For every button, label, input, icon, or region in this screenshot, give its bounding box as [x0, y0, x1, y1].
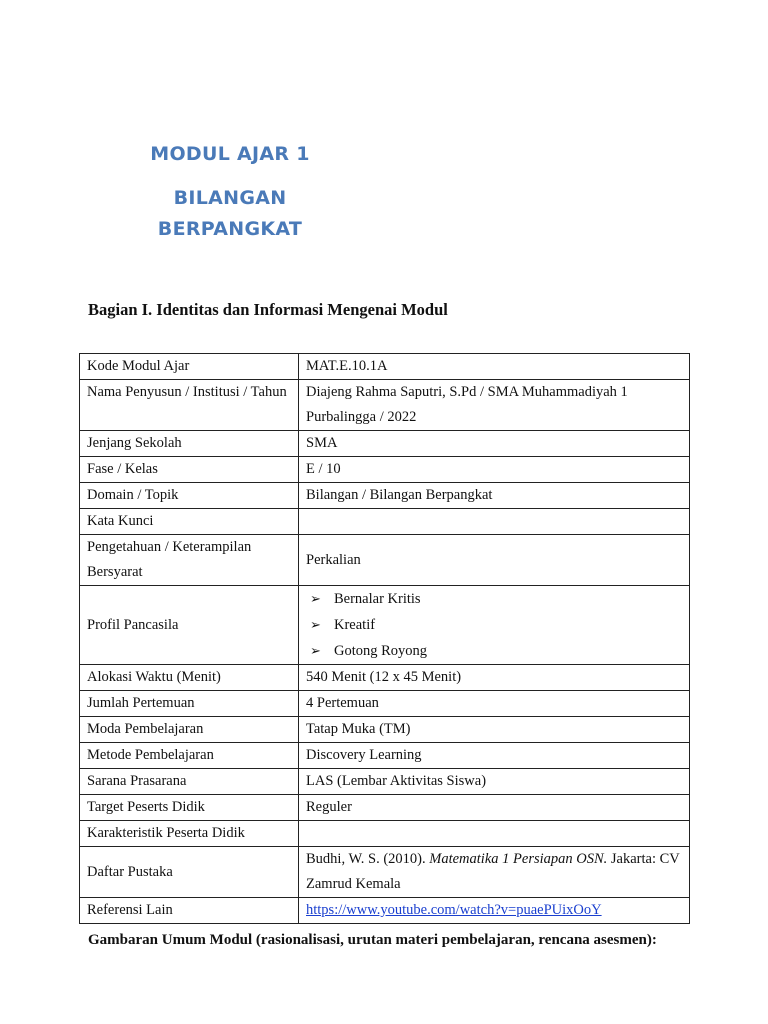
row-value: Discovery Learning — [299, 743, 690, 769]
module-topic-line2: BERPANGKAT — [157, 218, 303, 240]
row-label: Domain / Topik — [80, 483, 299, 509]
row-value — [299, 898, 690, 924]
section-heading: Bagian I. Identitas dan Informasi Mengenai Modul — [88, 300, 448, 319]
citation-author: Budhi, W. S. (2010). — [306, 851, 430, 867]
row-value: SMA — [299, 431, 690, 457]
list-item: ➢ Kreatif — [310, 612, 682, 638]
module-identity-table — [79, 353, 690, 924]
row-label: Daftar Pustaka — [80, 847, 299, 898]
row-label: Moda Pembelajaran — [80, 717, 299, 743]
row-value: Tatap Muka (TM) — [299, 717, 690, 743]
row-label: Nama Penyusun / Institusi / Tahun — [80, 380, 299, 431]
row-value: E / 10 — [299, 457, 690, 483]
row-label: Jenjang Sekolah — [80, 431, 299, 457]
module-topic-line1: BILANGAN — [173, 187, 287, 209]
table-row — [80, 795, 690, 821]
table-row — [80, 535, 690, 586]
row-label: Referensi Lain — [80, 898, 299, 924]
table-row — [80, 354, 690, 380]
citation-title: Matematika 1 Persiapan OSN. — [429, 851, 608, 867]
table-row — [80, 898, 690, 924]
arrow-bullet-icon: ➢ — [310, 591, 321, 606]
table-row — [80, 717, 690, 743]
table-row — [80, 691, 690, 717]
row-label: Target Peserts Didik — [80, 795, 299, 821]
row-label: Pengetahuan / Keterampilan Bersyarat — [80, 535, 299, 586]
row-value: Bilangan / Bilangan Berpangkat — [299, 483, 690, 509]
row-value: Perkalian — [299, 535, 690, 586]
table-row — [80, 431, 690, 457]
table-row — [80, 743, 690, 769]
profil-pancasila-list — [306, 586, 682, 664]
table-row — [80, 665, 690, 691]
arrow-bullet-icon: ➢ — [310, 643, 321, 658]
row-label: Metode Pembelajaran — [80, 743, 299, 769]
row-label: Jumlah Pertemuan — [80, 691, 299, 717]
reference-link[interactable]: https://www.youtube.com/watch?v=puaePUixOoY — [306, 902, 602, 918]
module-title: MODUL AJAR 1 — [150, 143, 310, 165]
row-label: Alokasi Waktu (Menit) — [80, 665, 299, 691]
row-value: MAT.E.10.1A — [299, 354, 690, 380]
summary-heading: Gambaran Umum Modul (rasionalisasi, urutan materi pembelajaran, rencana asesmen): — [88, 932, 657, 948]
citation-publisher: Jakarta: CV Zamrud Kemala — [306, 851, 680, 892]
row-label: Sarana Prasarana — [80, 769, 299, 795]
table-row — [80, 769, 690, 795]
table-row — [80, 586, 690, 665]
row-label: Kata Kunci — [80, 509, 299, 535]
table-row — [80, 509, 690, 535]
row-value: LAS (Lembar Aktivitas Siswa) — [299, 769, 690, 795]
arrow-bullet-icon: ➢ — [310, 617, 321, 632]
table-row — [80, 847, 690, 898]
list-item: ➢ Gotong Royong — [310, 638, 682, 664]
table-row — [80, 457, 690, 483]
row-label: Profil Pancasila — [80, 586, 299, 665]
row-value: 540 Menit (12 x 45 Menit) — [299, 665, 690, 691]
row-value: Diajeng Rahma Saputri, S.Pd / SMA Muhammadiyah 1 Purbalingga / 2022 — [299, 380, 690, 431]
row-label: Karakteristik Peserta Didik — [80, 821, 299, 847]
row-value: Reguler — [299, 795, 690, 821]
row-label: Kode Modul Ajar — [80, 354, 299, 380]
row-value — [299, 821, 690, 847]
row-value — [299, 509, 690, 535]
row-value — [299, 586, 690, 665]
row-label: Fase / Kelas — [80, 457, 299, 483]
table-row — [80, 483, 690, 509]
table-row — [80, 380, 690, 431]
table-row — [80, 821, 690, 847]
row-value: 4 Pertemuan — [299, 691, 690, 717]
list-item: ➢ Bernalar Kritis — [310, 586, 682, 612]
row-value — [299, 847, 690, 898]
